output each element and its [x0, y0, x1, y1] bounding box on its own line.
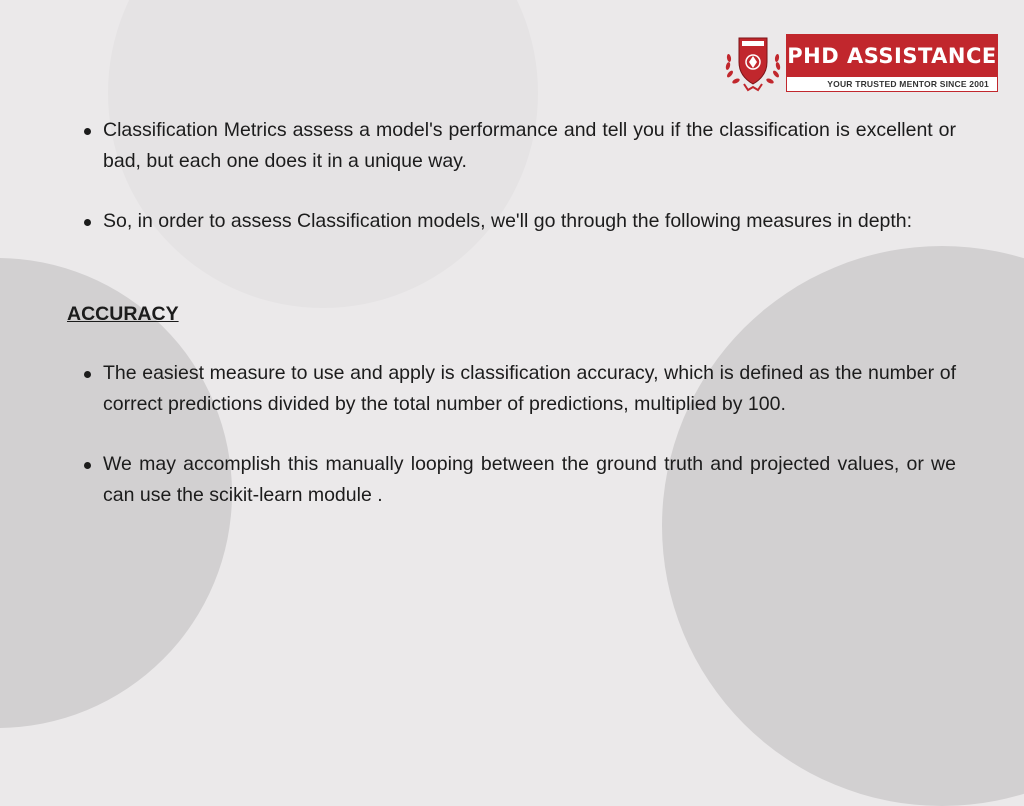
bullet-item: [84, 449, 956, 511]
logo-wordmark: [786, 34, 998, 92]
bullet-item: [84, 206, 956, 237]
bullet-dot-icon: [84, 371, 91, 378]
logo-tagline: YOUR TRUSTED MENTOR SINCE 2001: [827, 79, 989, 89]
bullet-dot-icon: [84, 219, 91, 226]
brand-logo: [722, 32, 1000, 94]
bullet-text: The easiest measure to use and apply is classification accuracy, which is defined as the number of correct predictions divided by the total number of predictions, multiplied by 100.: [103, 362, 956, 415]
bullet-text: Classification Metrics assess a model's performance and tell you if the classification is excellent or bad, but each one does it in a unique way.: [103, 119, 956, 172]
bullet-text: We may accomplish this manually looping between the ground truth and projected values, or we can use the scikit-learn module .: [103, 453, 956, 506]
background-circle-right: [662, 246, 1024, 806]
bullet-text: So, in order to assess Classification models, we'll go through the following measures in depth:: [103, 210, 913, 232]
bullet-item: [84, 115, 956, 177]
bullet-dot-icon: [84, 128, 91, 135]
bullet-item: [84, 358, 956, 420]
logo-title: PHD ASSISTANCE: [787, 35, 997, 77]
shield-crest-icon: [722, 32, 784, 94]
bullet-dot-icon: [84, 462, 91, 469]
section-heading: ACCURACY: [67, 303, 179, 325]
